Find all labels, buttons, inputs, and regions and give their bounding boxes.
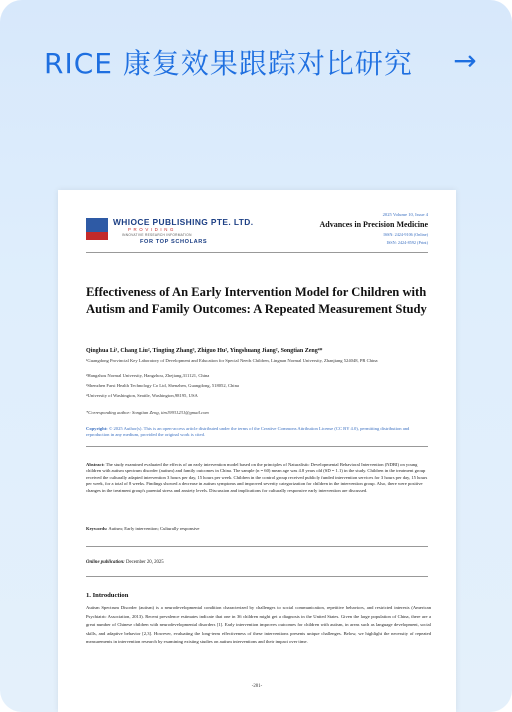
publisher-tagline-2: INNOVATIVE RESEARCH INFORMATION <box>122 233 192 237</box>
online-date: December 20, 2025 <box>125 560 164 565</box>
publisher-tagline-3: FOR TOP SCHOLARS <box>140 239 208 245</box>
online-label: Online publication: <box>86 560 125 565</box>
copyright-text: © 2025 Author(s). This is an open-access article distributed under the terms of the Creative Commons Attribution License (CC BY 4.0), permitting distribution and reproduction in any medium, provided the original work is cited. <box>86 426 410 438</box>
intro-heading: 1. Introduction <box>86 592 129 599</box>
keywords <box>86 526 199 531</box>
affiliation-4: ⁴University of Washington, Seattle, Washington,98195, USA <box>86 393 198 398</box>
journal-name: Advances in Precision Medicine <box>319 220 428 229</box>
paper-preview <box>58 190 456 712</box>
abstract <box>86 462 431 494</box>
intro-text: Autism Spectrum Disorder (autism) is a neurodevelopmental condition characterized by challenges to social communication, repetitive behaviors, and restricted interests (American Psychiatric Association, 2013). Recent prevalence estimates indicate that one in 36 children might get a diagnosis in the United States. Given the large population of China, there are a great number of Chinese children with neurodevelopmental disorders [1]. Early intervention improves outcomes for children with autism, in areas such as language development, social skills, and adaptive behavior [2,3]. However, evaluating the long-term effectiveness of these interventions presents unique challenges. Below, we highlight the necessity of repeated measurements in intervention research by examining existing studies on autism interventions and their impact over time. <box>86 605 431 645</box>
abstract-label: Abstract: <box>86 462 105 467</box>
page-number: -281- <box>251 684 263 689</box>
publisher-name: WHIOCE PUBLISHING PTE. LTD. <box>113 217 254 227</box>
journal-issn-online: ISSN: 2424-9106 (Online) <box>383 232 428 237</box>
publisher-logo-icon <box>86 218 108 240</box>
journal-volume: 2025 Volume 10, Issue 4 <box>382 212 428 217</box>
online-publication <box>86 560 164 565</box>
affiliation-1: ¹Guangdong Provincial Key Laboratory of Development and Education for Special Needs Children, Lingnan Normal University, Zhanjiang 524048, PR China <box>86 358 378 363</box>
abstract-divider-top <box>86 446 428 447</box>
journal-issn-print: ISSN: 2424-8592 (Print) <box>386 240 428 245</box>
copyright-label: Copyright: <box>86 426 108 431</box>
publisher-tagline-1: PROVIDING <box>128 227 177 232</box>
paper-title: Effectiveness of An Early Intervention Model for Children with Autism and Family Outcomes: A Repeated Measurement Study <box>86 285 427 316</box>
affiliation-3: ³Shenzhen Farsi Health Technology Co Ltd, Shenzhen, Guangdong, 518052, China <box>86 383 239 388</box>
header-divider <box>86 252 428 253</box>
keywords-text: Autism; Early intervention; Culturally responsive <box>108 526 200 531</box>
copyright-notice <box>86 426 431 438</box>
corresponding-author: *Corresponding author: Songtian Zeng, tim19931231@gmail.com <box>86 410 209 415</box>
abstract-text: The study examined evaluated the effects of an early intervention model based on the principles of Naturalistic Developmental Behavioral Intervention (NDBI) on young children with autism spectrum disorder (autism) and family outcomes in China. The sample (n = 60) mean age was 4.8 years old (SD = 1.1) in the study. Children in the treatment group received the culturally adapted intervention 3 hours per day, 15 hours per week. Children in the control group received publicly funded intervention services for 3 hours per day, 15 hours per week, for a total of 8 weeks. Findings showed a decrease in autism symptoms and improved severity categorization for children in the intervention group. Also, there were positive changes in the treatment group's parental stress and anxiety levels. Discussion and implications for culturally responsive early intervention are discussed. <box>86 462 428 493</box>
card-title: RICE 康复效果跟踪对比研究 <box>44 47 413 80</box>
online-divider <box>86 576 428 577</box>
keywords-label: Keywords: <box>86 526 108 531</box>
abstract-divider-bottom <box>86 546 428 547</box>
paper-authors: Qinghua Li¹, Chang Liu², Tingting Zhang³, Zhiguo Hu², Yingshuang Jiang², Songtian Zeng⁴* <box>86 348 323 354</box>
arrow-right-icon[interactable]: → <box>453 44 477 77</box>
affiliation-2: ²Hangzhou Normal University, Hangzhou, Zhejiang,311121, China <box>86 373 210 378</box>
